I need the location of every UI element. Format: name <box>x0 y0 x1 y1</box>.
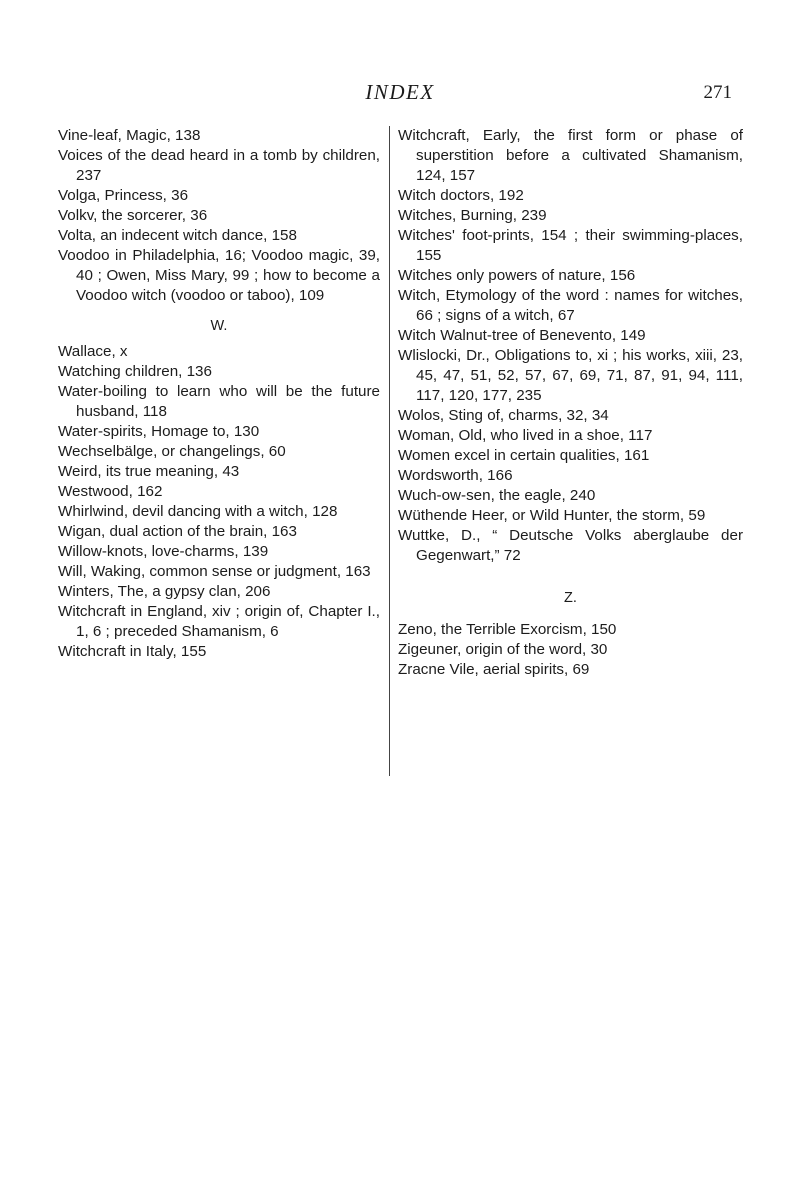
index-entry: Witches' foot-prints, 154 ; their swimming-places, 155 <box>398 227 743 264</box>
index-entry: Voices of the dead heard in a tomb by children, 237 <box>58 147 380 184</box>
index-entry: Wallace, x <box>58 343 128 360</box>
index-entry: Wlislocki, Dr., Obligations to, xi ; his works, xiii, 23, 45, 47, 51, 52, 57, 67, 69, 71, 87, 91, 94, 111, 117, 120, 177, 235 <box>398 347 743 404</box>
index-entry: Witch doctors, 192 <box>398 187 524 204</box>
index-entry: Witchcraft in England, xiv ; origin of, Chapter I., 1, 6 ; preceded Shamanism, 6 <box>58 603 380 640</box>
index-entry: Voodoo in Philadelphia, 16; Voodoo magic, 39, 40 ; Owen, Miss Mary, 99 ; how to become a Voodoo witch (voodoo or taboo), 109 <box>58 247 380 304</box>
index-entry: Witch Walnut-tree of Benevento, 149 <box>398 327 646 344</box>
index-entry: Women excel in certain qualities, 161 <box>398 447 650 464</box>
index-entry: Witches only powers of nature, 156 <box>398 267 636 284</box>
index-entry: Volga, Princess, 36 <box>58 187 189 204</box>
index-entry: Wordsworth, 166 <box>398 467 513 484</box>
left-column <box>58 126 380 662</box>
index-entry: Zracne Vile, aerial spirits, 69 <box>398 661 590 678</box>
index-entry: Wigan, dual action of the brain, 163 <box>58 523 297 540</box>
index-entry: Water-boiling to learn who will be the future husband, 118 <box>58 383 380 420</box>
index-entry: Wechselbälge, or changelings, 60 <box>58 443 286 460</box>
section-letter-z: Z. <box>564 590 577 606</box>
right-column <box>398 126 743 680</box>
index-entry: Willow-knots, love-charms, 139 <box>58 543 269 560</box>
index-entry: Wolos, Sting of, charms, 32, 34 <box>398 407 609 424</box>
index-entry: Volta, an indecent witch dance, 158 <box>58 227 297 244</box>
index-entry: Wüthende Heer, or Wild Hunter, the storm, 59 <box>398 507 706 524</box>
column-divider <box>389 126 390 776</box>
index-entry: Winters, The, a gypsy clan, 206 <box>58 583 271 600</box>
index-entry: Witches, Burning, 239 <box>398 207 547 224</box>
index-entry: Wuttke, D., “ Deutsche Volks aberglaube der Gegenwart,” 72 <box>398 527 743 564</box>
index-entry: Witchcraft in Italy, 155 <box>58 643 207 660</box>
index-entry: Zeno, the Terrible Exorcism, 150 <box>398 621 617 638</box>
index-entry: Will, Waking, common sense or judgment, 163 <box>58 563 371 580</box>
index-entry: Wuch-ow-sen, the eagle, 240 <box>398 487 596 504</box>
index-entry: Weird, its true meaning, 43 <box>58 463 240 480</box>
index-entry: Westwood, 162 <box>58 483 163 500</box>
index-entry: Woman, Old, who lived in a shoe, 117 <box>398 427 653 444</box>
page-number: 271 <box>703 82 732 103</box>
index-entry: Zigeuner, origin of the word, 30 <box>398 641 608 658</box>
page-title: INDEX <box>365 80 435 104</box>
index-entry: Whirlwind, devil dancing with a witch, 128 <box>58 503 338 520</box>
section-letter-w: W. <box>210 318 228 334</box>
index-entry: Vine-leaf, Magic, 138 <box>58 127 201 144</box>
index-entry: Witch, Etymology of the word : names for witches, 66 ; signs of a witch, 67 <box>398 287 743 324</box>
index-entry: Watching children, 136 <box>58 363 212 380</box>
index-entry: Volkv, the sorcerer, 36 <box>58 207 208 224</box>
index-entry: Witchcraft, Early, the first form or phase of superstition before a cultivated Shamanism, 124, 157 <box>398 127 743 184</box>
page-header <box>0 80 800 110</box>
index-entry: Water-spirits, Homage to, 130 <box>58 423 260 440</box>
